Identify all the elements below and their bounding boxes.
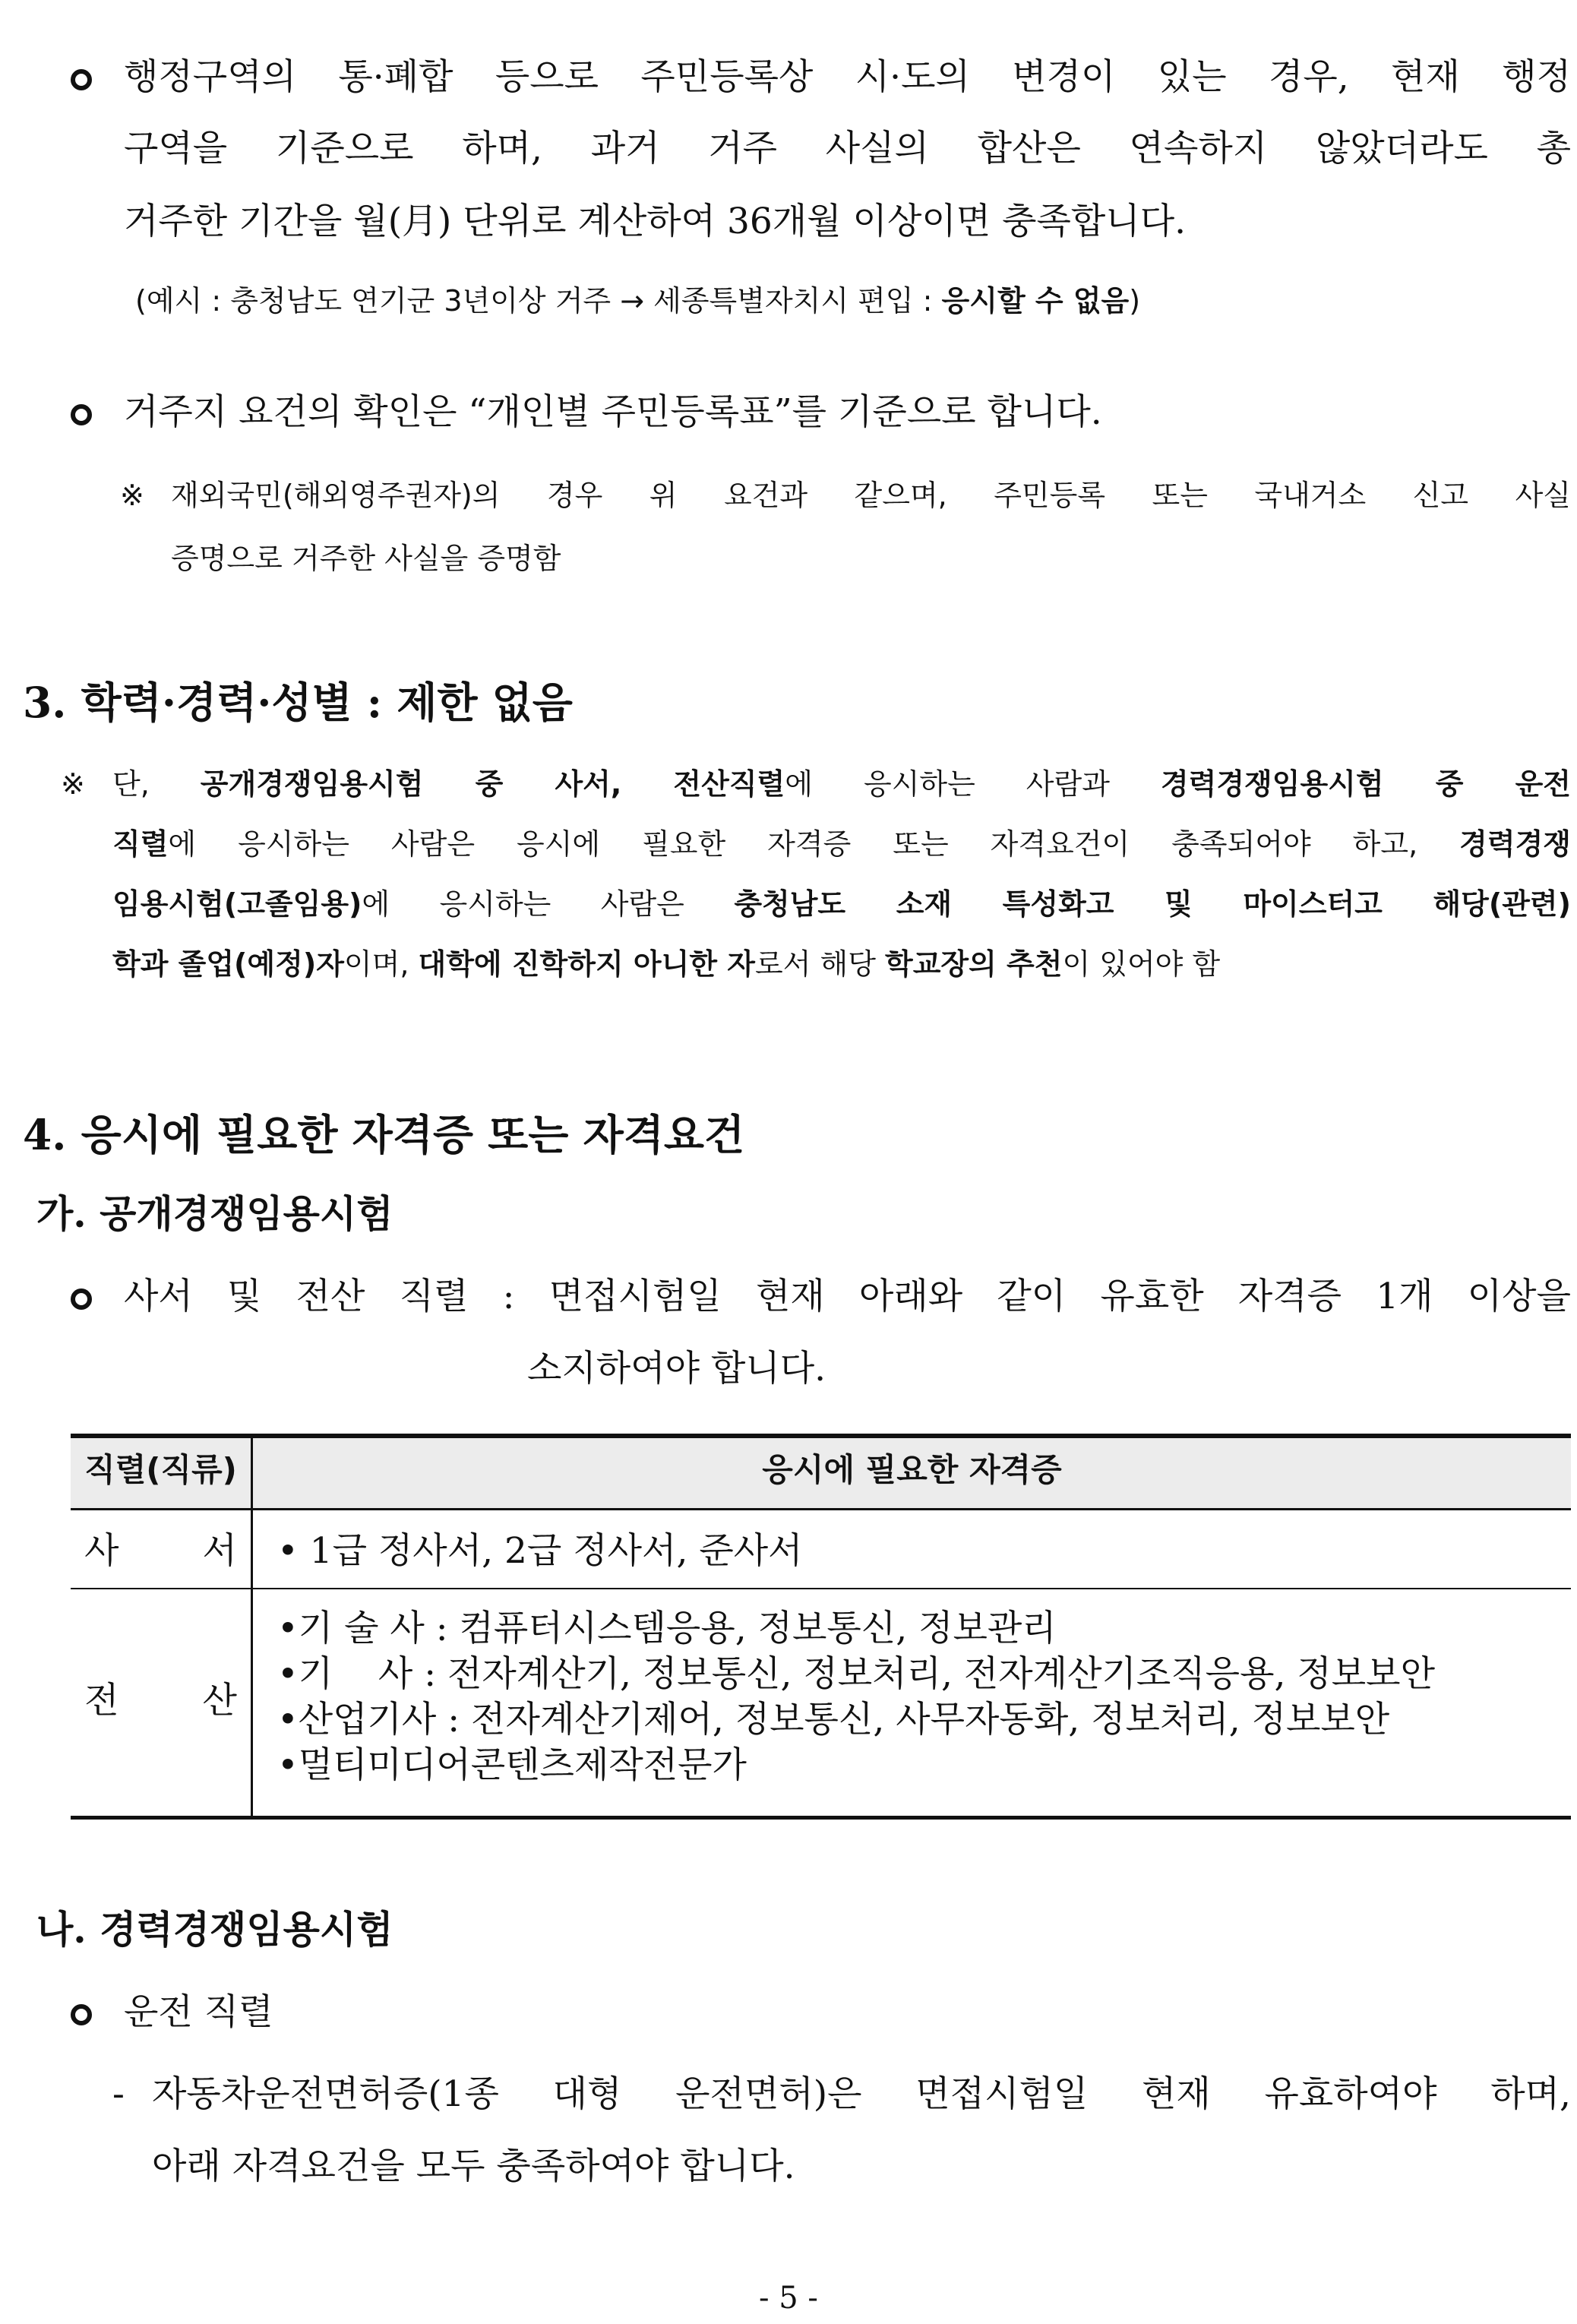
example-result: 응시할 수 없음: [941, 284, 1130, 318]
circle-bullet-icon: [71, 69, 92, 90]
subsection-b-line2: 아래 자격요건을 모두 충족하여야 합니다.: [152, 2145, 795, 2187]
dash-mark: -: [112, 2073, 125, 2115]
emphasis-text: 충청남도 소재 특성화고 및 마이스터고 해당(관련): [734, 887, 1572, 921]
reference-mark: ※: [120, 479, 144, 512]
residence-p2: 거주지 요건의 확인은 “개인별 주민등록표”를 기준으로 합니다.: [124, 391, 1102, 433]
text-run: 단,: [112, 767, 201, 801]
table-bottom-border: [71, 1816, 1571, 1820]
table-cell: • 1급 정사서, 2급 정사서, 준사서: [277, 1530, 803, 1572]
emphasis-text: 공개경쟁임용시험 중 사서, 전산직렬: [200, 767, 785, 801]
example-prefix: (예시 : 충청남도 연기군 3년이상 거주 → 세종특별자치시 편입 :: [135, 284, 942, 318]
text-run: 에 응시하는 사람은 응시에 필요한 자격증 또는 자격요건이 충족되어야 하고,: [168, 827, 1460, 861]
subsection-a-text-line2: 소지하여야 합니다.: [527, 1348, 826, 1390]
table-cell-item: •산업기사 : 전자계산기제어, 정보통신, 사무자동화, 정보처리, 정보보안: [277, 1699, 1390, 1741]
residence-note-line1: 재외국민(해외영주권자)의 경우 위 요건과 같으며, 주민등록 또는 국내거소 신고 사실: [171, 479, 1571, 512]
residence-example: [135, 284, 1141, 318]
residence-p1-line3: 거주한 기간을 월(月) 단위로 계산하여 36개월 이상이면 충족합니다.: [124, 201, 1187, 242]
emphasis-text: 직렬: [112, 827, 169, 861]
residence-note-line2: 증명으로 거주한 사실을 증명함: [171, 542, 561, 575]
page-number: - 5 -: [759, 2281, 818, 2316]
emphasis-text: 학교장의 추천: [884, 947, 1063, 981]
emphasis-text: 학과 졸업(예정)자: [112, 947, 344, 981]
text-run: 이며,: [343, 947, 419, 981]
table-header-border: [71, 1508, 1571, 1510]
section3-note-line3: [112, 887, 1572, 921]
text-run: 에 응시하는 사람과: [785, 767, 1161, 801]
reference-mark: ※: [61, 767, 85, 801]
table-cell-item: •멀티미디어콘텐츠제작전문가: [277, 1744, 747, 1786]
emphasis-text: 임용시험(고졸임용): [112, 887, 362, 921]
residence-p1-line2: 구역을 기준으로 하며, 과거 거주 사실의 합산은 연속하지 않았더라도 총: [124, 128, 1571, 169]
subsection-b-heading: 나. 경력경쟁임용시험: [36, 1907, 393, 1952]
table-cell-item: •기 사 : 전자계산기, 정보통신, 정보처리, 전자계산기조직응용, 정보보안: [277, 1653, 1435, 1695]
section3-note-line1: [112, 767, 1572, 801]
section3-heading: 3. 학력·경력·성별 : 제한 없음: [23, 678, 573, 727]
table-column-divider: [251, 1436, 253, 1818]
text-run: 이 있어야 함: [1062, 947, 1221, 981]
table-row-label: 전 산: [84, 1680, 237, 1722]
example-suffix: ): [1129, 284, 1141, 318]
circle-bullet-icon: [71, 1288, 92, 1310]
section4-heading: 4. 응시에 필요한 자격증 또는 자격요건: [23, 1110, 745, 1159]
circle-bullet-icon: [71, 404, 92, 425]
table-header-cell: 응시에 필요한 자격증: [762, 1451, 1062, 1488]
subsection-b-bullet: 운전 직렬: [124, 1991, 273, 2033]
section3-note-line4: [112, 947, 1221, 981]
subsection-a-text-line1: 사서 및 전산 직렬 : 면접시험일 현재 아래와 같이 유효한 자격증 1개 이상을: [124, 1276, 1571, 1317]
table-row-divider: [71, 1588, 1571, 1589]
emphasis-text: 경력경쟁임용시험 중 운전: [1160, 767, 1572, 801]
table-top-border: [71, 1434, 1571, 1438]
table-row-label: 사 서: [84, 1530, 237, 1572]
text-run: 로서 해당: [754, 947, 885, 981]
residence-p1-line1: 행정구역의 통·폐합 등으로 주민등록상 시·도의 변경이 있는 경우, 현재 행정: [124, 56, 1571, 98]
circle-bullet-icon: [71, 2004, 92, 2025]
subsection-a-heading: 가. 공개경쟁임용시험: [36, 1191, 393, 1236]
section3-note-line2: [112, 827, 1571, 861]
emphasis-text: 경력경쟁: [1459, 827, 1571, 861]
table-cell-item: •기 술 사 : 컴퓨터시스템응용, 정보통신, 정보관리: [277, 1608, 1057, 1649]
table-header-cell: 직렬(직류): [84, 1451, 237, 1488]
subsection-b-line1: 자동차운전면허증(1종 대형 운전면허)은 면접시험일 현재 유효하여야 하며,: [152, 2073, 1571, 2115]
text-run: 에 응시하는 사람은: [362, 887, 735, 921]
emphasis-text: 대학에 진학하지 아니한 자: [418, 947, 755, 981]
